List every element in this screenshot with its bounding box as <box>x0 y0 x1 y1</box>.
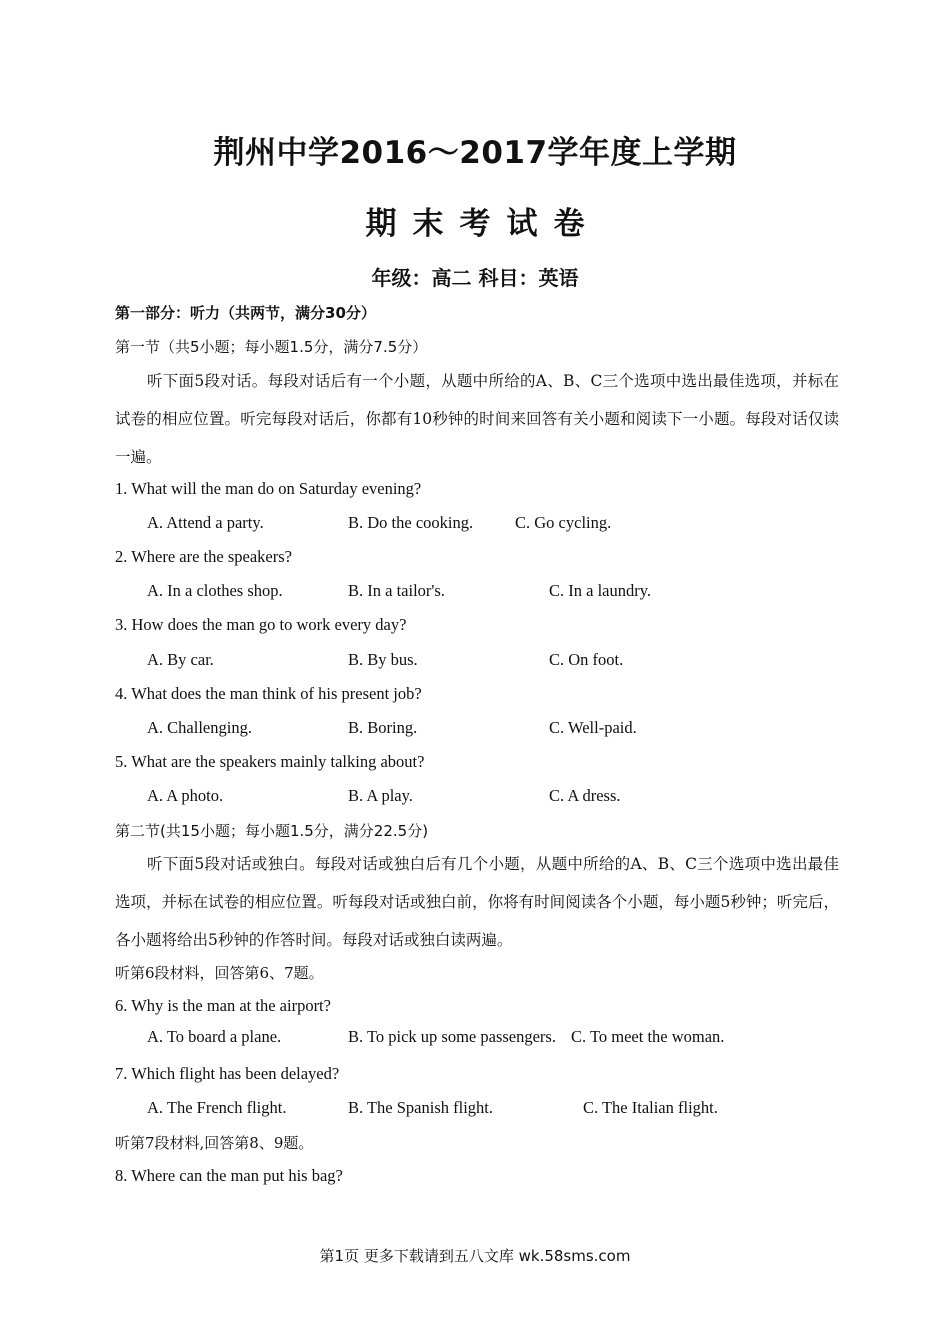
q3-option-b: B. By bus. <box>348 650 418 669</box>
question-6: 6. Why is the man at the airport? <box>115 996 331 1015</box>
material6-note: 听第6段材料，回答第6、7题。 <box>115 964 324 982</box>
q2-option-c: C. In a laundry. <box>549 581 652 600</box>
q2-option-b: B. In a tailor's. <box>348 581 445 600</box>
q6-option-a: A. To board a plane. <box>147 1027 282 1046</box>
q2-option-a: A. In a clothes shop. <box>147 581 283 600</box>
exam-title: 期末考试卷 <box>365 206 601 242</box>
part1-heading: 第一部分：听力（共两节，满分30分） <box>115 304 376 322</box>
q6-option-b: B. To pick up some passengers. <box>348 1027 556 1046</box>
question-2: 2. Where are the speakers? <box>115 547 292 566</box>
q1-option-c: C. Go cycling. <box>515 513 612 532</box>
school-title: 荆州中学2016～2017学年度上学期 <box>213 135 737 171</box>
section2-heading: 第二节(共15小题；每小题1.5分，满分22.5分) <box>115 822 429 840</box>
question-8: 8. Where can the man put his bag? <box>115 1166 343 1185</box>
q5-option-a: A. A photo. <box>147 786 224 805</box>
q4-option-b: B. Boring. <box>348 718 418 737</box>
q7-option-c: C. The Italian flight. <box>583 1098 718 1117</box>
q1-option-b: B. Do the cooking. <box>348 513 474 532</box>
q7-option-a: A. The French flight. <box>147 1098 287 1117</box>
q4-option-c: C. Well-paid. <box>549 718 637 737</box>
question-5: 5. What are the speakers mainly talking about? <box>115 752 425 771</box>
q5-option-c: C. A dress. <box>549 786 621 805</box>
q6-option-c: C. To meet the woman. <box>571 1027 725 1046</box>
question-1: 1. What will the man do on Saturday evening? <box>115 479 422 498</box>
grade-subject: 年级：高二 科目：英语 <box>371 266 579 290</box>
q4-option-a: A. Challenging. <box>147 718 252 737</box>
q5-option-b: B. A play. <box>348 786 413 805</box>
material7-note: 听第7段材料,回答第8、9题。 <box>115 1134 314 1152</box>
q7-option-b: B. The Spanish flight. <box>348 1098 493 1117</box>
q1-option-a: A. Attend a party. <box>147 513 264 532</box>
section1-heading: 第一节（共5小题；每小题1.5分，满分7.5分） <box>115 338 428 356</box>
question-4: 4. What does the man think of his present job? <box>115 684 422 703</box>
section1-instructions: 听下面5段对话。每段对话后有一个小题，从题中所给的A、B、C三个选项中选出最佳选项，并标在试卷的相应位置。听完每段对话后，你都有10秒钟的时间来回答有关小题和阅读下一小题。每段对话仅读一遍。 <box>115 372 839 466</box>
section2-instructions: 听下面5段对话或独白。每段对话或独白后有几个小题，从题中所给的A、B、C三个选项中选出最佳选项，并标在试卷的相应位置。听每段对话或独白前，你将有时间阅读各个小题，每小题5秒钟；听完后，各小题将给出5秒钟的作答时间。每段对话或独白读两遍。 <box>115 855 839 949</box>
q3-option-c: C. On foot. <box>549 650 624 669</box>
page-footer: 第1页 更多下载请到五八文库 wk.58sms.com <box>319 1247 631 1265</box>
q3-option-a: A. By car. <box>147 650 214 669</box>
question-3: 3. How does the man go to work every day? <box>115 615 407 634</box>
question-7: 7. Which flight has been delayed? <box>115 1064 340 1083</box>
